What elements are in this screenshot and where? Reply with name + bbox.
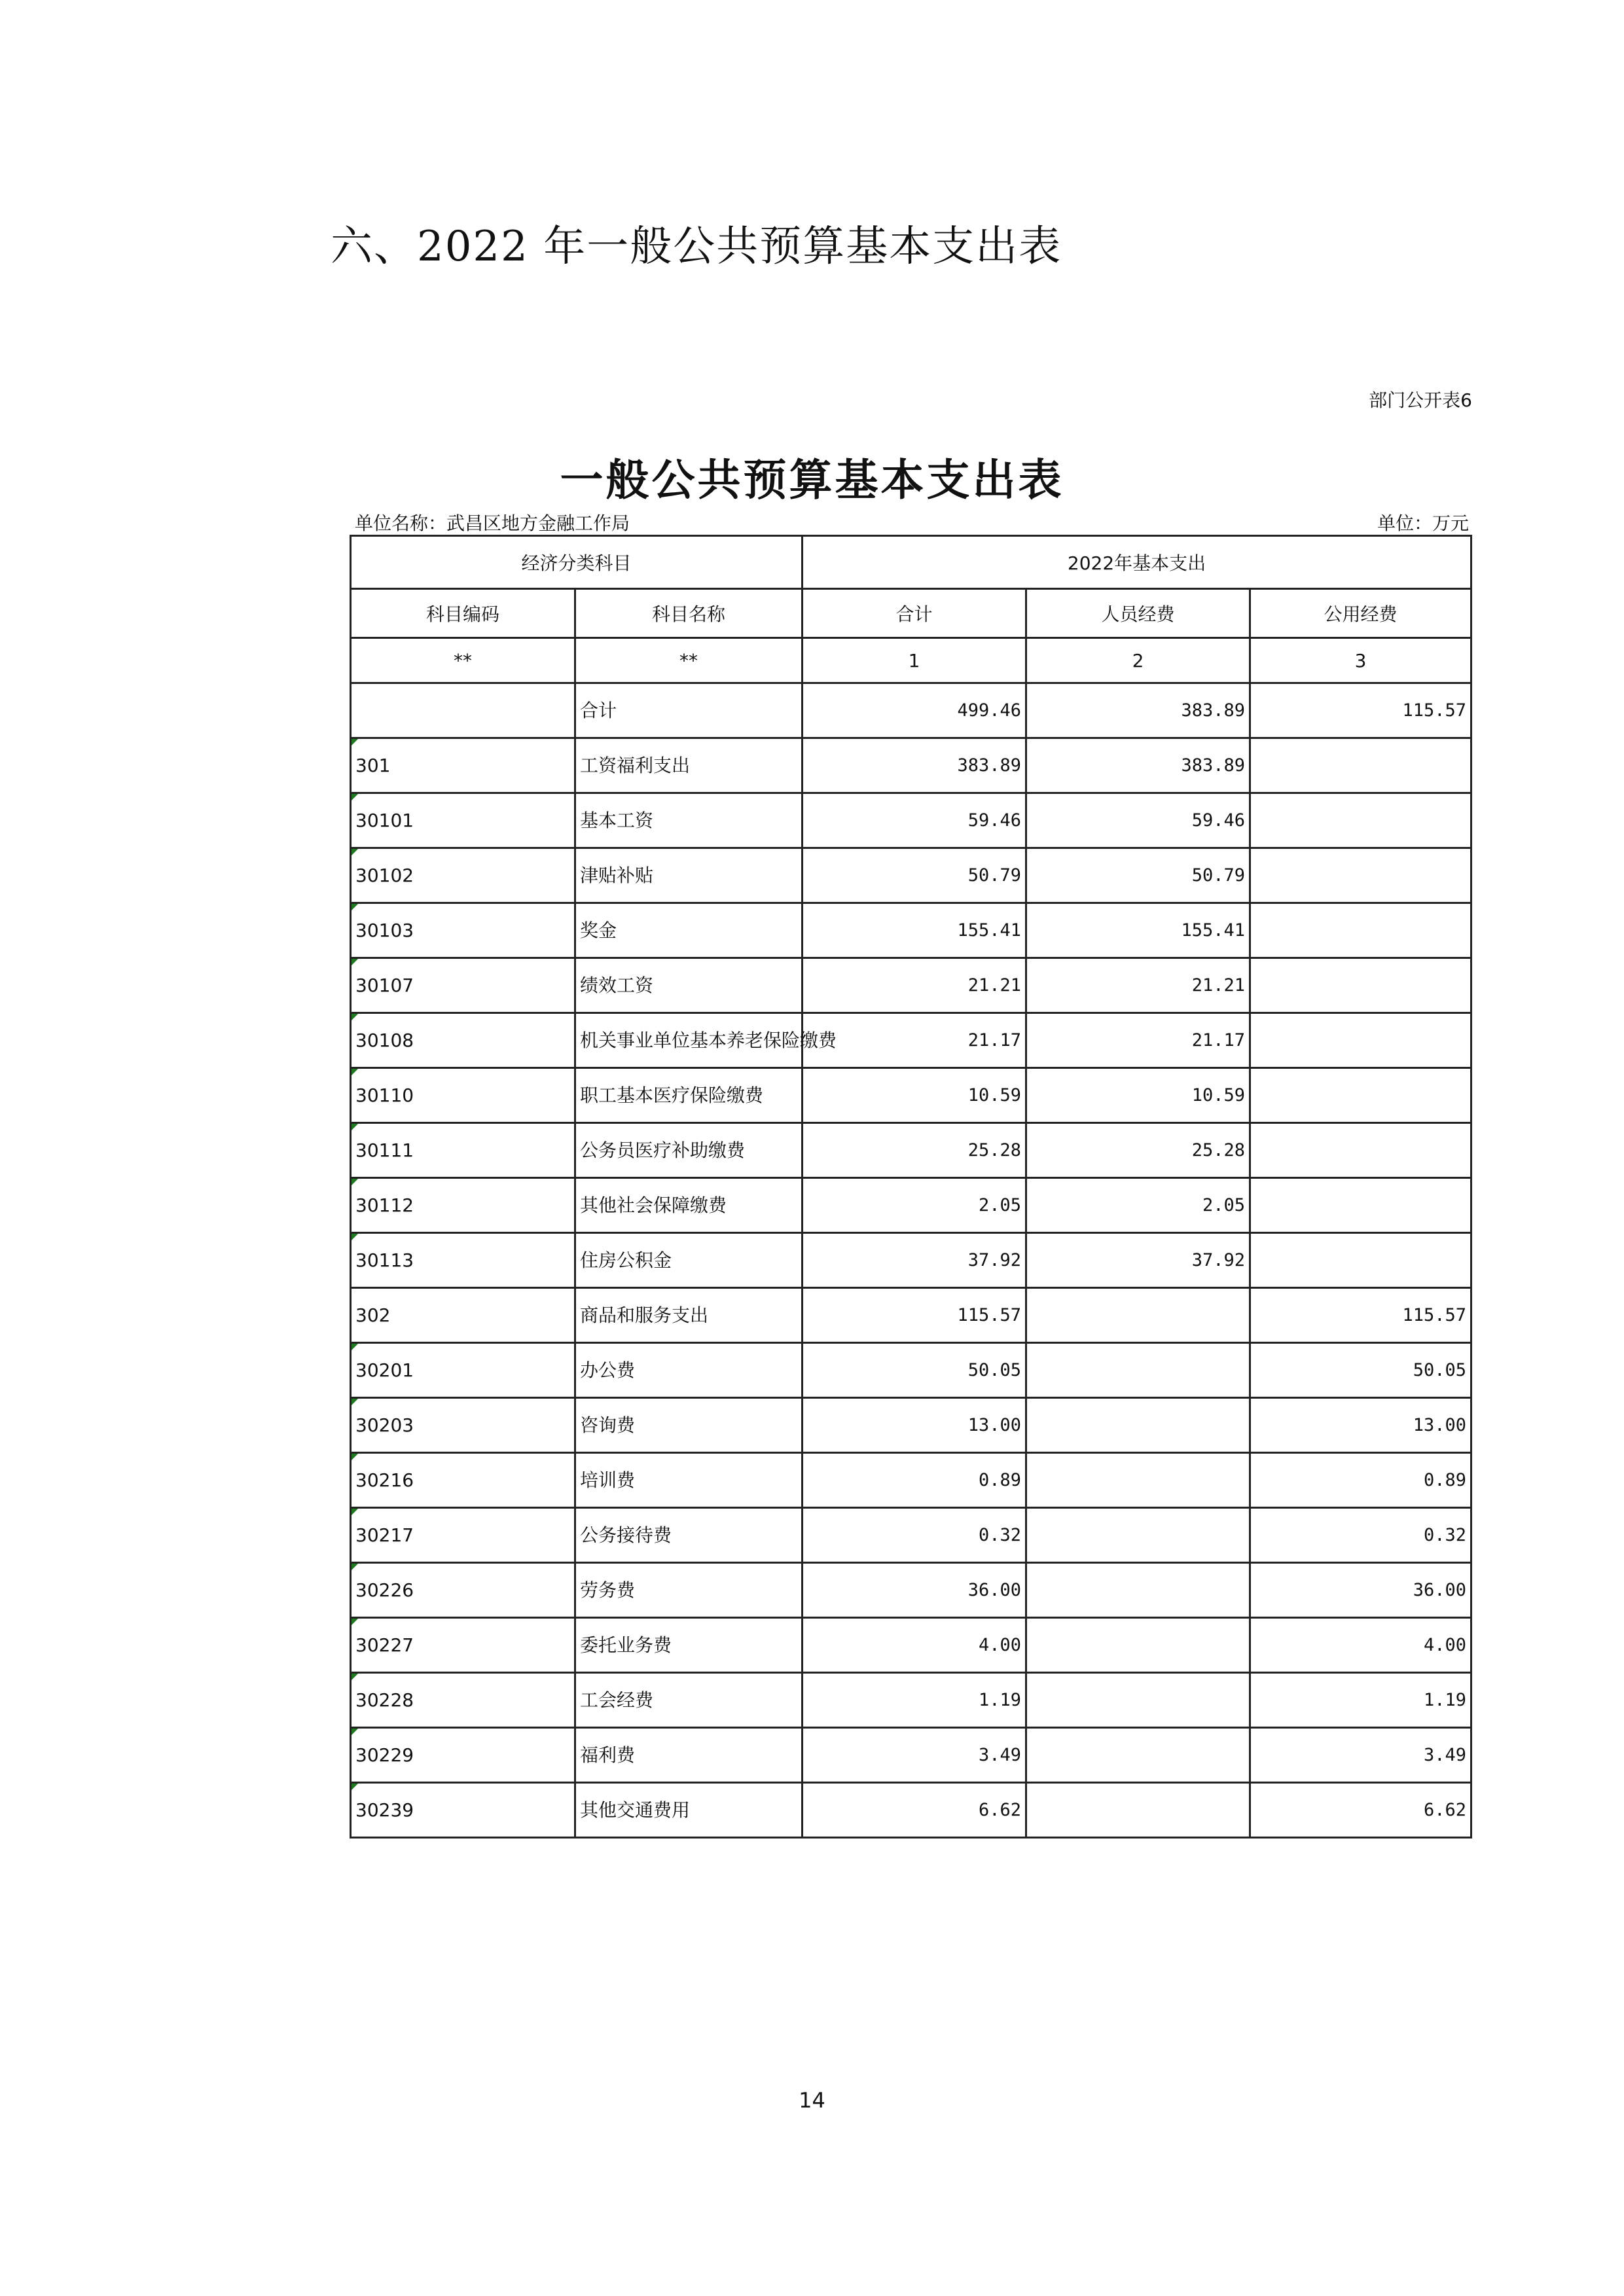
row-code	[351, 683, 575, 738]
cell-marker-icon	[352, 1454, 358, 1460]
row-total: 36.00	[803, 1563, 1026, 1618]
table-row	[351, 1178, 1471, 1233]
row-total: 25.28	[803, 1123, 1026, 1178]
row-code: 30217	[351, 1508, 575, 1563]
cell-marker-icon	[352, 849, 358, 855]
table-row	[351, 1398, 1471, 1453]
table-row	[351, 903, 1471, 958]
row-total: 50.79	[803, 848, 1026, 903]
cell-marker-icon	[352, 1674, 358, 1680]
row-name: 其他社会保障缴费	[575, 1178, 803, 1233]
row-total: 155.41	[803, 903, 1026, 958]
row-personnel: 21.21	[1026, 958, 1250, 1013]
header-row-columns	[351, 589, 1471, 638]
row-code: 30111	[351, 1123, 575, 1178]
row-code: 30203	[351, 1398, 575, 1453]
table-title: 一般公共预算基本支出表	[560, 455, 1064, 505]
row-public: 6.62	[1250, 1783, 1471, 1838]
row-personnel	[1026, 1453, 1250, 1508]
row-personnel	[1026, 1343, 1250, 1398]
row-code: 30227	[351, 1618, 575, 1673]
row-public: 1.19	[1250, 1673, 1471, 1728]
header-public: 公用经费	[1250, 589, 1471, 638]
unit-label: 单位：万元	[1377, 512, 1469, 534]
row-name: 职工基本医疗保险缴费	[575, 1068, 803, 1123]
row-total: 499.46	[803, 683, 1026, 738]
cell-marker-icon	[352, 1729, 358, 1735]
table-row	[351, 1343, 1471, 1398]
row-name: 基本工资	[575, 793, 803, 848]
row-public: 0.32	[1250, 1508, 1471, 1563]
header-row-index	[351, 638, 1471, 683]
cell-marker-icon	[352, 959, 358, 965]
row-personnel: 37.92	[1026, 1233, 1250, 1288]
row-code: 30228	[351, 1673, 575, 1728]
row-name: 绩效工资	[575, 958, 803, 1013]
table-row	[351, 1563, 1471, 1618]
row-code: 30229	[351, 1728, 575, 1783]
table-row	[351, 1618, 1471, 1673]
row-total: 1.19	[803, 1673, 1026, 1728]
document-label: 部门公开表6	[1369, 389, 1472, 411]
row-total: 0.89	[803, 1453, 1026, 1508]
row-name: 其他交通费用	[575, 1783, 803, 1838]
table-row	[351, 958, 1471, 1013]
row-personnel	[1026, 1673, 1250, 1728]
row-total: 13.00	[803, 1398, 1026, 1453]
row-total: 37.92	[803, 1233, 1026, 1288]
row-name: 公务接待费	[575, 1508, 803, 1563]
row-personnel: 21.17	[1026, 1013, 1250, 1068]
row-public: 115.57	[1250, 1288, 1471, 1343]
row-total: 383.89	[803, 738, 1026, 793]
row-public: 13.00	[1250, 1398, 1471, 1453]
row-name: 咨询费	[575, 1398, 803, 1453]
cell-marker-icon	[352, 1234, 358, 1240]
row-personnel: 59.46	[1026, 793, 1250, 848]
row-total: 2.05	[803, 1178, 1026, 1233]
cell-marker-icon	[352, 1399, 358, 1405]
row-name: 工会经费	[575, 1673, 803, 1728]
row-code: 30112	[351, 1178, 575, 1233]
table-row	[351, 1068, 1471, 1123]
row-personnel: 383.89	[1026, 738, 1250, 793]
cell-marker-icon	[352, 1069, 358, 1075]
row-code: 30103	[351, 903, 575, 958]
row-total: 59.46	[803, 793, 1026, 848]
row-name: 合计	[575, 683, 803, 738]
row-total: 6.62	[803, 1783, 1026, 1838]
unit-row	[355, 509, 1469, 535]
cell-marker-icon	[352, 1619, 358, 1625]
cell-marker-icon	[352, 794, 358, 800]
table-row	[351, 1673, 1471, 1728]
row-personnel	[1026, 1728, 1250, 1783]
index-1: 1	[803, 638, 1026, 683]
row-total: 115.57	[803, 1288, 1026, 1343]
header-economic-classification: 经济分类科目	[351, 536, 803, 589]
table-row	[351, 848, 1471, 903]
row-code: 30108	[351, 1013, 575, 1068]
row-code: 301	[351, 738, 575, 793]
row-personnel	[1026, 1288, 1250, 1343]
row-personnel: 25.28	[1026, 1123, 1250, 1178]
row-public	[1250, 903, 1471, 958]
unit-name: 单位名称：武昌区地方金融工作局	[355, 512, 630, 534]
row-code: 30110	[351, 1068, 575, 1123]
cell-marker-icon	[352, 1179, 358, 1185]
header-basic-expenditure: 2022年基本支出	[803, 536, 1471, 589]
row-name: 工资福利支出	[575, 738, 803, 793]
row-name: 公务员医疗补助缴费	[575, 1123, 803, 1178]
cell-marker-icon	[352, 1124, 358, 1130]
cell-marker-icon	[352, 1784, 358, 1790]
row-personnel: 50.79	[1026, 848, 1250, 903]
row-total: 10.59	[803, 1068, 1026, 1123]
row-public: 50.05	[1250, 1343, 1471, 1398]
header-row-group	[351, 536, 1471, 589]
row-total: 0.32	[803, 1508, 1026, 1563]
row-public: 4.00	[1250, 1618, 1471, 1673]
table-row	[351, 1123, 1471, 1178]
row-public	[1250, 1123, 1471, 1178]
row-code: 30216	[351, 1453, 575, 1508]
cell-marker-icon	[352, 1014, 358, 1020]
table-row	[351, 1783, 1471, 1838]
table-row	[351, 1508, 1471, 1563]
row-public	[1250, 848, 1471, 903]
row-code: 30107	[351, 958, 575, 1013]
row-personnel	[1026, 1398, 1250, 1453]
row-personnel	[1026, 1508, 1250, 1563]
row-code: 30101	[351, 793, 575, 848]
row-public: 36.00	[1250, 1563, 1471, 1618]
table-row-total	[351, 683, 1471, 738]
row-total: 4.00	[803, 1618, 1026, 1673]
table-row	[351, 793, 1471, 848]
row-code: 30113	[351, 1233, 575, 1288]
row-name: 住房公积金	[575, 1233, 803, 1288]
page-number: 14	[799, 2088, 825, 2113]
header-personnel: 人员经费	[1026, 589, 1250, 638]
row-personnel: 383.89	[1026, 683, 1250, 738]
row-public	[1250, 793, 1471, 848]
row-public	[1250, 1013, 1471, 1068]
budget-table	[350, 535, 1472, 1839]
row-personnel: 10.59	[1026, 1068, 1250, 1123]
row-code: 30102	[351, 848, 575, 903]
row-total: 21.21	[803, 958, 1026, 1013]
row-name: 办公费	[575, 1343, 803, 1398]
row-name: 奖金	[575, 903, 803, 958]
row-public	[1250, 738, 1471, 793]
index-2: 2	[1026, 638, 1250, 683]
cell-marker-icon	[352, 739, 358, 745]
table-row-category	[351, 1288, 1471, 1343]
row-name: 委托业务费	[575, 1618, 803, 1673]
row-public	[1250, 1233, 1471, 1288]
row-code: 30226	[351, 1563, 575, 1618]
row-total: 50.05	[803, 1343, 1026, 1398]
header-code: 科目编码	[351, 589, 575, 638]
row-public	[1250, 1178, 1471, 1233]
index-3: 3	[1250, 638, 1471, 683]
row-public: 3.49	[1250, 1728, 1471, 1783]
table-row	[351, 1233, 1471, 1288]
section-title: 六、2022 年一般公共预算基本支出表	[331, 223, 1062, 271]
row-name: 机关事业单位基本养老保险缴费	[575, 1013, 803, 1068]
index-code: **	[351, 638, 575, 683]
row-personnel	[1026, 1618, 1250, 1673]
row-code: 30239	[351, 1783, 575, 1838]
row-personnel	[1026, 1563, 1250, 1618]
table-row	[351, 1013, 1471, 1068]
cell-marker-icon	[352, 1509, 358, 1515]
row-name: 商品和服务支出	[575, 1288, 803, 1343]
row-name: 培训费	[575, 1453, 803, 1508]
header-name: 科目名称	[575, 589, 803, 638]
row-personnel	[1026, 1783, 1250, 1838]
row-public	[1250, 1068, 1471, 1123]
table-row	[351, 1453, 1471, 1508]
row-code: 30201	[351, 1343, 575, 1398]
table-row-category	[351, 738, 1471, 793]
cell-marker-icon	[352, 904, 358, 910]
row-total: 21.17	[803, 1013, 1026, 1068]
table-row	[351, 1728, 1471, 1783]
row-public: 0.89	[1250, 1453, 1471, 1508]
row-name: 福利费	[575, 1728, 803, 1783]
row-personnel: 155.41	[1026, 903, 1250, 958]
row-public: 115.57	[1250, 683, 1471, 738]
row-code: 302	[351, 1288, 575, 1343]
row-total: 3.49	[803, 1728, 1026, 1783]
row-personnel: 2.05	[1026, 1178, 1250, 1233]
header-total: 合计	[803, 589, 1026, 638]
index-name: **	[575, 638, 803, 683]
row-name: 津贴补贴	[575, 848, 803, 903]
row-name: 劳务费	[575, 1563, 803, 1618]
cell-marker-icon	[352, 1564, 358, 1570]
row-public	[1250, 958, 1471, 1013]
cell-marker-icon	[352, 1344, 358, 1350]
